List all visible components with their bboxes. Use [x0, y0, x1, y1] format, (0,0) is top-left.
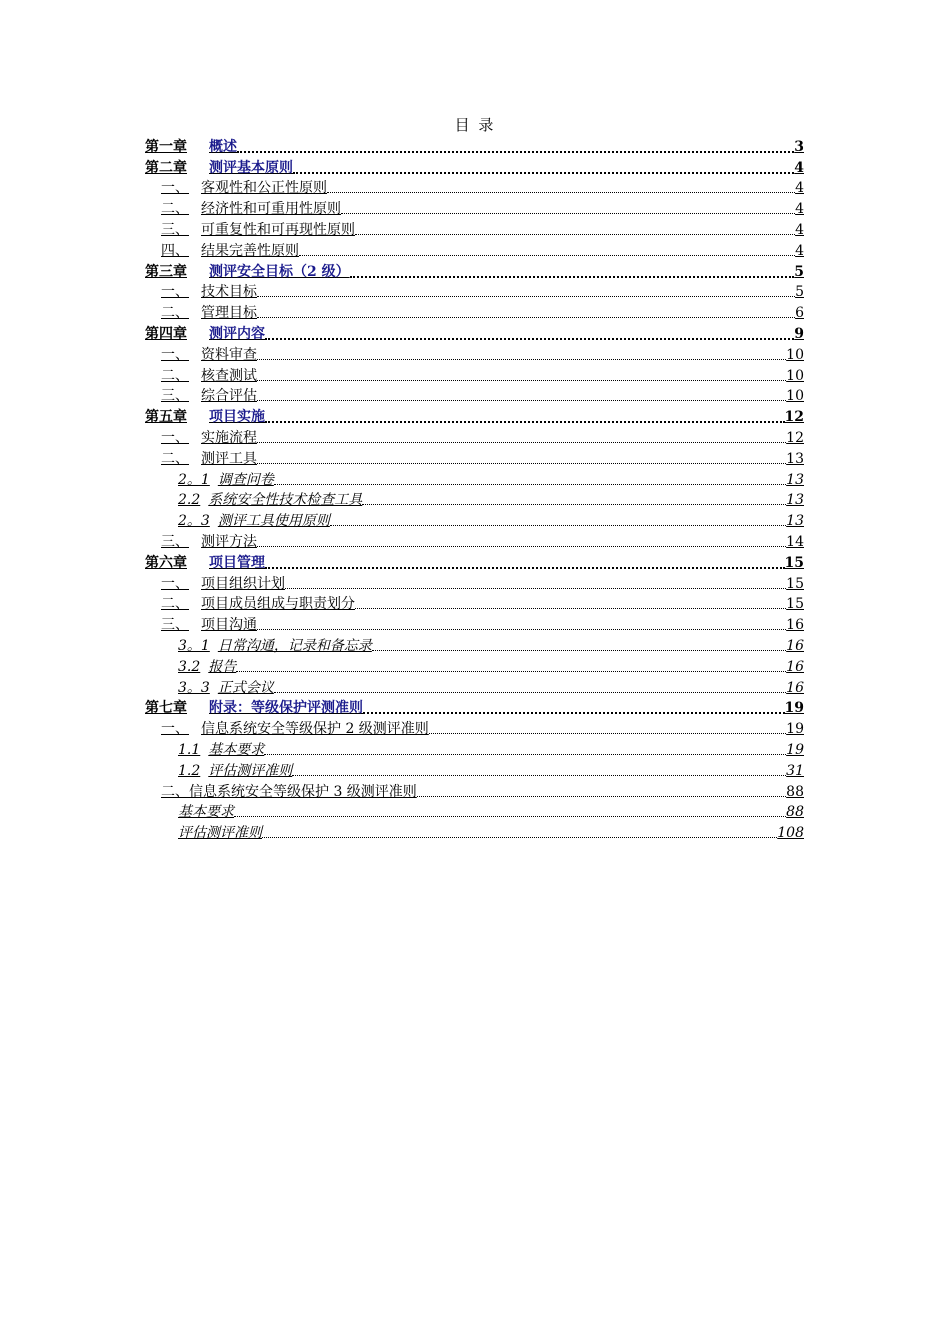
toc-entry-label: 一、 — [161, 721, 189, 738]
toc-entry-title: 综合评估 — [201, 388, 257, 405]
toc-entry-title: 项目成员组成与职责划分 — [201, 596, 355, 613]
dot-leader — [285, 578, 786, 590]
toc-entry-section[interactable] — [145, 448, 804, 469]
table-of-contents — [145, 136, 804, 843]
toc-entry-sec2[interactable] — [145, 781, 804, 802]
toc-entry-page-number: 15 — [786, 575, 804, 592]
toc-entry-page-number: 4 — [795, 201, 804, 218]
dot-leader — [264, 744, 786, 756]
toc-entry-page-number: 4 — [795, 242, 804, 259]
toc-entry-title: 测评内容 — [209, 325, 265, 342]
toc-entry-label: 一、 — [161, 429, 189, 446]
toc-entry-label: 3。1 — [178, 637, 210, 654]
dot-leader — [265, 328, 794, 340]
dot-leader — [257, 307, 795, 319]
toc-entry-label: 二、 — [161, 783, 189, 800]
toc-entry-label: 三、 — [161, 388, 189, 405]
toc-entry-label: 第三章 — [145, 263, 187, 280]
toc-entry-section[interactable] — [145, 386, 804, 407]
toc-entry-title: 可重复性和可再现性原则 — [201, 221, 355, 238]
toc-entry-page-number: 19 — [784, 700, 804, 717]
toc-entry-label: 二、 — [161, 305, 189, 322]
toc-entry-section[interactable] — [145, 573, 804, 594]
dot-leader — [355, 224, 795, 236]
toc-entry-label: 第六章 — [145, 554, 187, 571]
toc-entry-page-number: 108 — [777, 825, 804, 842]
toc-entry-label: 2。3 — [178, 513, 210, 530]
toc-entry-section[interactable] — [145, 594, 804, 615]
toc-entry-sub[interactable] — [145, 510, 804, 531]
dot-leader — [362, 494, 786, 506]
toc-entry-title: 测评工具 — [201, 450, 257, 467]
toc-entry-page-number: 6 — [795, 305, 804, 322]
toc-entry-title: 信息系统安全等级保护 3 级测评准则 — [189, 783, 417, 800]
toc-entry-page-number: 10 — [786, 367, 804, 384]
toc-entry-title: 测评工具使用原则 — [217, 513, 330, 530]
toc-entry-label: 2。1 — [178, 471, 210, 488]
toc-entry-section[interactable] — [145, 531, 804, 552]
toc-entry-label: 1.2 — [178, 762, 201, 779]
toc-entry-page-number: 15 — [786, 596, 804, 613]
toc-entry-label: 三、 — [161, 221, 189, 238]
toc-entry-label: 二、 — [161, 201, 189, 218]
toc-entry-section[interactable] — [145, 302, 804, 323]
toc-entry-label: 一、 — [161, 284, 189, 301]
toc-entry-page-number: 4 — [795, 221, 804, 238]
dot-leader — [372, 640, 786, 652]
toc-entry-title: 基本要求 — [178, 804, 234, 821]
toc-entry-section[interactable] — [145, 718, 804, 739]
toc-entry-title: 系统安全性技术检查工具 — [208, 492, 363, 509]
dot-leader — [274, 682, 786, 694]
toc-entry-chapter[interactable] — [145, 136, 804, 157]
toc-entry-title: 信息系统安全等级保护 2 级测评准则 — [201, 721, 429, 738]
toc-entry-label: 二、 — [161, 596, 189, 613]
toc-entry-label: 三、 — [161, 617, 189, 634]
dot-leader — [299, 245, 795, 257]
dot-leader — [257, 453, 786, 465]
toc-entry-page-number: 13 — [786, 492, 804, 509]
toc-entry-chapter[interactable] — [145, 323, 804, 344]
toc-entry-page-number: 10 — [786, 388, 804, 405]
toc-entry-section[interactable] — [145, 365, 804, 386]
toc-entry-chapter[interactable] — [145, 406, 804, 427]
toc-entry-sub2[interactable] — [145, 822, 804, 843]
dot-leader — [293, 162, 794, 174]
toc-entry-title: 评估测评准则 — [208, 762, 293, 779]
dot-leader — [234, 806, 786, 818]
dot-leader — [257, 370, 786, 382]
dot-leader — [429, 723, 786, 735]
toc-entry-label: 3.2 — [178, 658, 201, 675]
toc-entry-chapter[interactable] — [145, 157, 804, 178]
toc-entry-title: 调查问卷 — [217, 471, 274, 488]
toc-entry-label: 第一章 — [145, 138, 187, 155]
toc-entry-label: 2.2 — [178, 492, 201, 509]
dot-leader — [355, 598, 786, 610]
toc-entry-page-number: 88 — [786, 783, 804, 800]
toc-entry-page-number: 4 — [794, 159, 804, 176]
toc-entry-label: 一、 — [161, 180, 189, 197]
toc-entry-page-number: 13 — [786, 471, 804, 488]
toc-entry-label: 二、 — [161, 450, 189, 467]
toc-entry-title: 项目沟通 — [201, 617, 257, 634]
toc-entry-page-number: 12 — [786, 429, 804, 446]
toc-entry-section[interactable] — [145, 427, 804, 448]
toc-entry-title: 客观性和公正性原则 — [201, 180, 327, 197]
dot-leader — [330, 515, 786, 527]
dot-leader — [257, 619, 786, 631]
dot-leader — [262, 827, 777, 839]
dot-leader — [236, 661, 786, 673]
toc-entry-page-number: 5 — [795, 284, 804, 301]
toc-entry-title: 报告 — [208, 658, 237, 675]
toc-entry-label: 三、 — [161, 533, 189, 550]
toc-entry-title: 管理目标 — [201, 305, 257, 322]
toc-entry-label: 3。3 — [178, 679, 210, 696]
toc-entry-chapter[interactable] — [145, 552, 804, 573]
toc-entry-title: 正式会议 — [217, 679, 274, 696]
toc-entry-sub[interactable] — [145, 490, 804, 511]
toc-entry-page-number: 13 — [786, 450, 804, 467]
toc-entry-section[interactable] — [145, 219, 804, 240]
dot-leader — [327, 182, 795, 194]
toc-entry-title: 评估测评准则 — [178, 825, 262, 842]
toc-entry-page-number: 13 — [786, 513, 804, 530]
toc-entry-label: 一、 — [161, 346, 189, 363]
toc-entry-title: 项目实施 — [209, 409, 265, 426]
toc-entry-page-number: 19 — [786, 741, 804, 758]
toc-entry-chapter[interactable] — [145, 261, 804, 282]
dot-leader — [363, 702, 785, 714]
toc-entry-section[interactable] — [145, 198, 804, 219]
toc-entry-title: 日常沟通，记录和备忘录 — [217, 637, 372, 654]
toc-entry-title: 测评基本原则 — [209, 159, 293, 176]
toc-entry-page-number: 16 — [786, 679, 804, 696]
toc-entry-title: 测评安全目标（2 级） — [209, 263, 350, 280]
toc-entry-title: 实施流程 — [201, 429, 257, 446]
dot-leader — [350, 266, 795, 278]
toc-entry-title: 结果完善性原则 — [201, 242, 299, 259]
toc-entry-label: 第四章 — [145, 325, 187, 342]
toc-entry-title: 资料审查 — [201, 346, 257, 363]
toc-entry-label: 第七章 — [145, 700, 187, 717]
toc-entry-sub[interactable] — [145, 469, 804, 490]
toc-entry-title: 核查测试 — [201, 367, 257, 384]
toc-entry-page-number: 9 — [794, 325, 804, 342]
toc-entry-page-number: 31 — [786, 762, 804, 779]
toc-entry-sub[interactable] — [145, 635, 804, 656]
toc-entry-title: 测评方法 — [201, 533, 257, 550]
dot-leader — [292, 765, 786, 777]
dot-leader — [341, 203, 795, 215]
toc-entry-section[interactable] — [145, 344, 804, 365]
toc-entry-label: 第五章 — [145, 409, 187, 426]
toc-entry-section[interactable] — [145, 282, 804, 303]
toc-entry-title: 项目管理 — [209, 554, 265, 571]
toc-entry-page-number: 5 — [794, 263, 804, 280]
toc-entry-label: 1.1 — [178, 741, 201, 758]
toc-entry-sub[interactable] — [145, 760, 804, 781]
toc-entry-label: 第二章 — [145, 159, 187, 176]
dot-leader — [257, 432, 786, 444]
toc-entry-section[interactable] — [145, 178, 804, 199]
toc-entry-page-number: 16 — [786, 617, 804, 634]
toc-entry-sub[interactable] — [145, 677, 804, 698]
dot-leader — [257, 349, 786, 361]
toc-entry-title: 基本要求 — [208, 741, 265, 758]
dot-leader — [257, 536, 786, 548]
dot-leader — [257, 390, 786, 402]
toc-entry-label: 一、 — [161, 575, 189, 592]
toc-entry-page-number: 3 — [794, 138, 804, 155]
toc-entry-sub[interactable] — [145, 739, 804, 760]
toc-entry-title: 概述 — [209, 138, 237, 155]
toc-entry-chapter[interactable] — [145, 698, 804, 719]
toc-entry-page-number: 16 — [786, 637, 804, 654]
dot-leader — [417, 786, 786, 798]
toc-entry-label: 二、 — [161, 367, 189, 384]
toc-entry-title: 附录：等级保护评测准则 — [209, 700, 363, 717]
toc-entry-page-number: 15 — [784, 554, 804, 571]
toc-entry-section[interactable] — [145, 240, 804, 261]
toc-entry-page-number: 4 — [795, 180, 804, 197]
toc-entry-title: 技术目标 — [201, 284, 257, 301]
toc-entry-page-number: 16 — [786, 658, 804, 675]
dot-leader — [265, 411, 785, 423]
toc-entry-sub2[interactable] — [145, 802, 804, 823]
toc-title: 目 录 — [454, 116, 496, 134]
toc-entry-page-number: 88 — [786, 804, 804, 821]
toc-entry-label: 四、 — [161, 242, 189, 259]
toc-entry-title: 经济性和可重用性原则 — [201, 201, 341, 218]
dot-leader — [257, 286, 795, 298]
toc-entry-page-number: 12 — [784, 409, 804, 426]
dot-leader — [265, 557, 785, 569]
toc-entry-title: 项目组织计划 — [201, 575, 285, 592]
dot-leader — [237, 141, 794, 153]
toc-entry-page-number: 14 — [786, 533, 804, 550]
toc-entry-section[interactable] — [145, 614, 804, 635]
toc-entry-page-number: 10 — [786, 346, 804, 363]
toc-entry-page-number: 19 — [786, 721, 804, 738]
dot-leader — [274, 474, 786, 486]
toc-entry-sub[interactable] — [145, 656, 804, 677]
